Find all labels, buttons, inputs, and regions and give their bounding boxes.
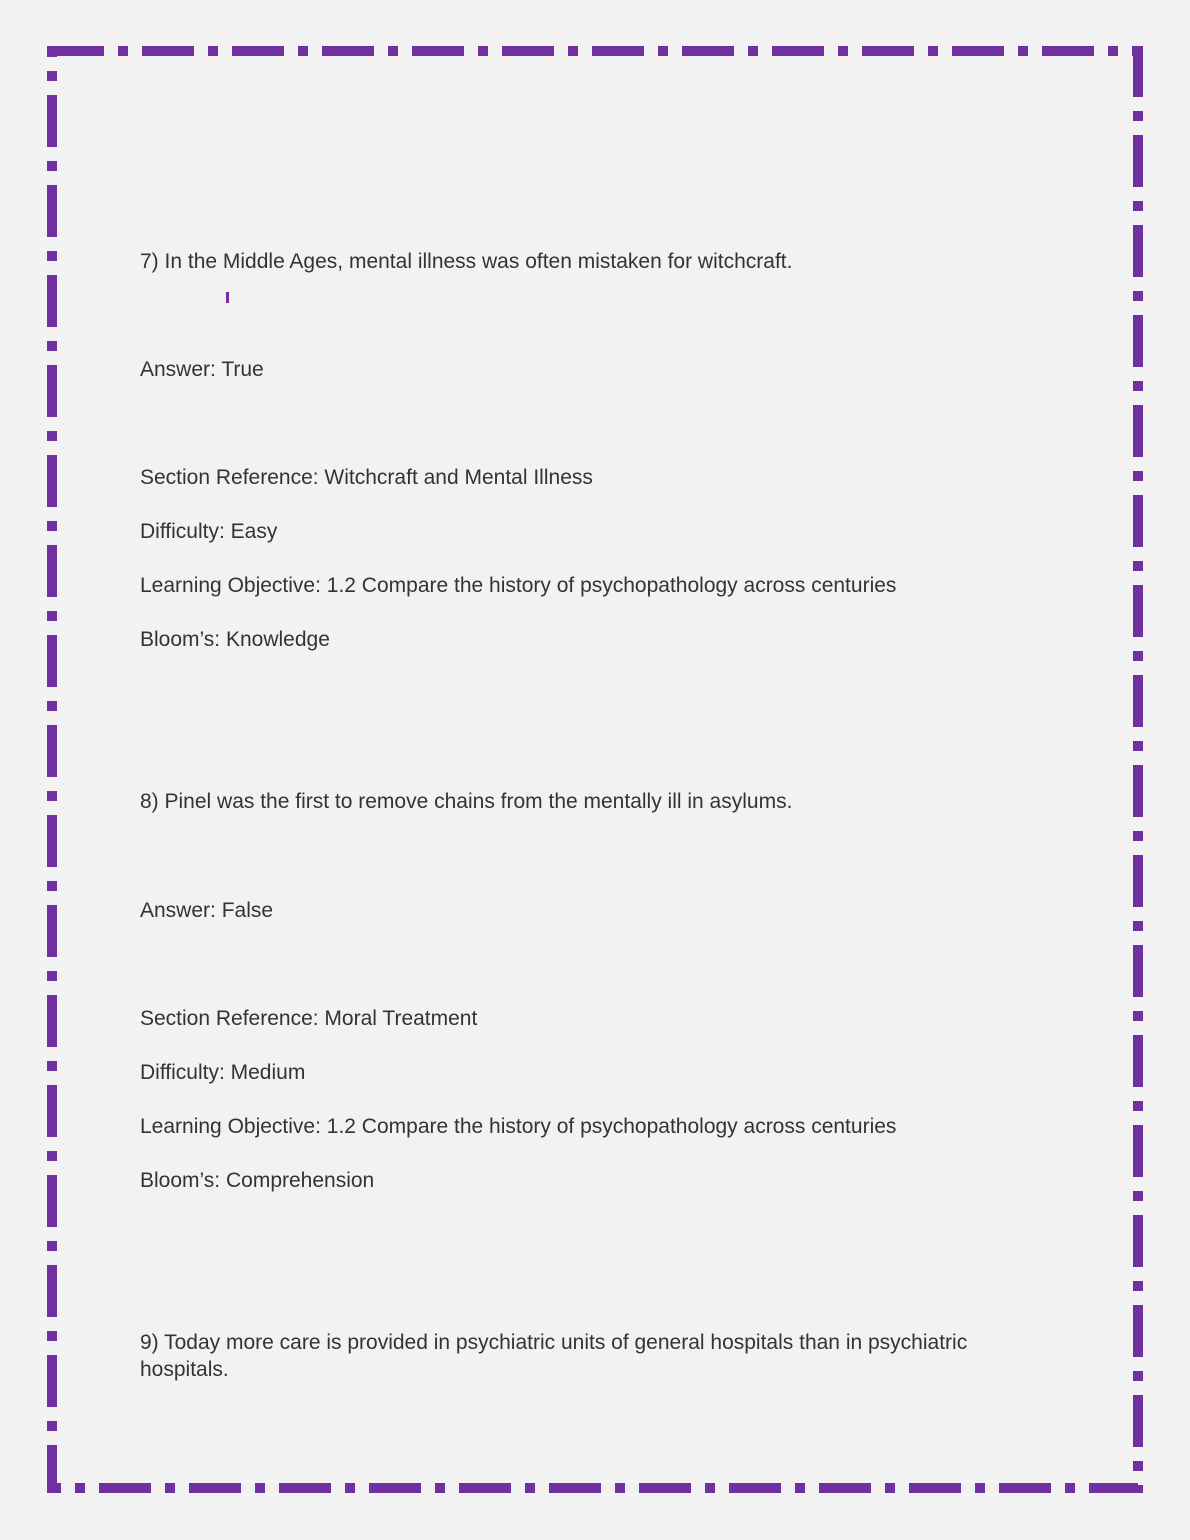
question-7-difficulty: Difficulty: Easy [140,520,278,543]
cursor-mark [226,292,229,303]
question-8-section: Section Reference: Moral Treatment [140,1007,478,1030]
question-8-text: 8) Pinel was the first to remove chains from the mentally ill in asylums. [140,790,793,813]
question-9-text: 9) Today more care is provided in psychiatric units of general hospitals than in psychiatric hospitals. [140,1331,968,1381]
question-7-text: 7) In the Middle Ages, mental illness was often mistaken for witchcraft. [140,250,793,273]
question-7-section: Section Reference: Witchcraft and Mental Illness [140,466,593,489]
question-8-objective: Learning Objective: 1.2 Compare the history of psychopathology across centuries [140,1115,897,1138]
question-7-objective: Learning Objective: 1.2 Compare the history of psychopathology across centuries [140,574,897,597]
question-7-answer: Answer: True [140,358,264,381]
question-8-blooms: Bloom’s: Comprehension [140,1169,375,1192]
question-8-answer: Answer: False [140,899,274,922]
question-8-difficulty: Difficulty: Medium [140,1061,306,1084]
question-7-blooms: Bloom’s: Knowledge [140,628,330,651]
